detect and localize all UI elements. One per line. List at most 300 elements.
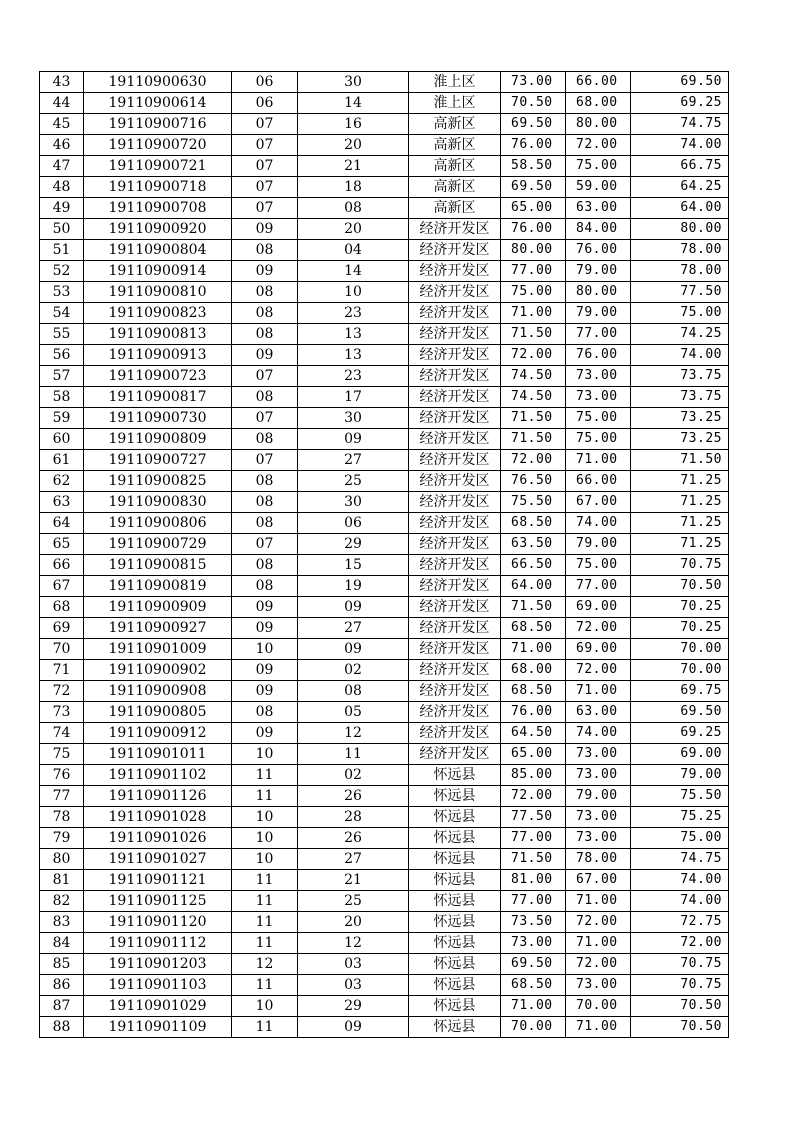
score-1-cell: 65.00 — [501, 198, 566, 219]
score-2-cell: 76.00 — [566, 345, 631, 366]
district-cell: 经济开发区 — [409, 681, 501, 702]
district-cell: 经济开发区 — [409, 555, 501, 576]
score-1-cell: 77.00 — [501, 828, 566, 849]
score-2-cell: 71.00 — [566, 891, 631, 912]
score-1-cell: 66.50 — [501, 555, 566, 576]
total-score-cell: 70.75 — [631, 975, 729, 996]
exam-id-cell: 19110900819 — [84, 576, 232, 597]
row-number-cell: 87 — [40, 996, 84, 1017]
score-1-cell: 73.50 — [501, 912, 566, 933]
total-score-cell: 74.75 — [631, 114, 729, 135]
district-cell: 经济开发区 — [409, 471, 501, 492]
seat-number-cell: 02 — [298, 765, 409, 786]
room-number-cell: 07 — [232, 114, 298, 135]
total-score-cell: 74.75 — [631, 849, 729, 870]
total-score-cell: 73.25 — [631, 408, 729, 429]
room-number-cell: 07 — [232, 366, 298, 387]
score-2-cell: 72.00 — [566, 954, 631, 975]
total-score-cell: 69.75 — [631, 681, 729, 702]
district-cell: 怀远县 — [409, 828, 501, 849]
total-score-cell: 74.00 — [631, 870, 729, 891]
exam-id-cell: 19110901026 — [84, 828, 232, 849]
seat-number-cell: 15 — [298, 555, 409, 576]
exam-id-cell: 19110901121 — [84, 870, 232, 891]
exam-id-cell: 19110900927 — [84, 618, 232, 639]
table-row — [40, 387, 729, 408]
score-1-cell: 72.00 — [501, 450, 566, 471]
row-number-cell: 59 — [40, 408, 84, 429]
score-2-cell: 68.00 — [566, 93, 631, 114]
score-2-cell: 75.00 — [566, 429, 631, 450]
score-1-cell: 71.00 — [501, 639, 566, 660]
total-score-cell: 69.00 — [631, 744, 729, 765]
row-number-cell: 47 — [40, 156, 84, 177]
score-1-cell: 85.00 — [501, 765, 566, 786]
exam-id-cell: 19110900805 — [84, 702, 232, 723]
seat-number-cell: 04 — [298, 240, 409, 261]
total-score-cell: 71.50 — [631, 450, 729, 471]
seat-number-cell: 30 — [298, 72, 409, 93]
seat-number-cell: 27 — [298, 618, 409, 639]
table-row — [40, 156, 729, 177]
room-number-cell: 08 — [232, 282, 298, 303]
district-cell: 怀远县 — [409, 912, 501, 933]
district-cell: 经济开发区 — [409, 744, 501, 765]
exam-id-cell: 19110901120 — [84, 912, 232, 933]
room-number-cell: 08 — [232, 513, 298, 534]
room-number-cell: 11 — [232, 765, 298, 786]
exam-id-cell: 19110900813 — [84, 324, 232, 345]
total-score-cell: 70.75 — [631, 954, 729, 975]
district-cell: 高新区 — [409, 156, 501, 177]
seat-number-cell: 20 — [298, 219, 409, 240]
seat-number-cell: 27 — [298, 849, 409, 870]
table-row — [40, 828, 729, 849]
room-number-cell: 11 — [232, 975, 298, 996]
district-cell: 经济开发区 — [409, 240, 501, 261]
seat-number-cell: 09 — [298, 1017, 409, 1038]
table-row — [40, 471, 729, 492]
table-body — [40, 72, 729, 1038]
table-row — [40, 702, 729, 723]
row-number-cell: 76 — [40, 765, 84, 786]
score-2-cell: 80.00 — [566, 282, 631, 303]
seat-number-cell: 14 — [298, 93, 409, 114]
table-row — [40, 870, 729, 891]
seat-number-cell: 17 — [298, 387, 409, 408]
exam-id-cell: 19110900718 — [84, 177, 232, 198]
table-row — [40, 1017, 729, 1038]
row-number-cell: 46 — [40, 135, 84, 156]
row-number-cell: 66 — [40, 555, 84, 576]
score-2-cell: 66.00 — [566, 471, 631, 492]
exam-id-cell: 19110900809 — [84, 429, 232, 450]
total-score-cell: 70.00 — [631, 639, 729, 660]
score-2-cell: 75.00 — [566, 408, 631, 429]
score-2-cell: 79.00 — [566, 534, 631, 555]
table-row — [40, 198, 729, 219]
score-2-cell: 67.00 — [566, 492, 631, 513]
district-cell: 经济开发区 — [409, 723, 501, 744]
total-score-cell: 72.00 — [631, 933, 729, 954]
score-1-cell: 58.50 — [501, 156, 566, 177]
district-cell: 经济开发区 — [409, 261, 501, 282]
room-number-cell: 08 — [232, 492, 298, 513]
room-number-cell: 10 — [232, 996, 298, 1017]
exam-id-cell: 19110900630 — [84, 72, 232, 93]
district-cell: 经济开发区 — [409, 639, 501, 660]
exam-id-cell: 19110901103 — [84, 975, 232, 996]
seat-number-cell: 25 — [298, 891, 409, 912]
exam-id-cell: 19110900909 — [84, 597, 232, 618]
total-score-cell: 74.25 — [631, 324, 729, 345]
row-number-cell: 48 — [40, 177, 84, 198]
score-1-cell: 73.00 — [501, 72, 566, 93]
score-1-cell: 71.50 — [501, 429, 566, 450]
district-cell: 高新区 — [409, 177, 501, 198]
room-number-cell: 09 — [232, 597, 298, 618]
exam-id-cell: 19110900913 — [84, 345, 232, 366]
score-1-cell: 77.00 — [501, 891, 566, 912]
score-1-cell: 74.50 — [501, 366, 566, 387]
seat-number-cell: 21 — [298, 870, 409, 891]
score-2-cell: 59.00 — [566, 177, 631, 198]
exam-id-cell: 19110900721 — [84, 156, 232, 177]
table-row — [40, 72, 729, 93]
seat-number-cell: 12 — [298, 723, 409, 744]
score-2-cell: 77.00 — [566, 324, 631, 345]
seat-number-cell: 08 — [298, 681, 409, 702]
score-1-cell: 71.50 — [501, 324, 566, 345]
district-cell: 经济开发区 — [409, 282, 501, 303]
score-2-cell: 71.00 — [566, 933, 631, 954]
exam-id-cell: 19110900804 — [84, 240, 232, 261]
exam-id-cell: 19110900810 — [84, 282, 232, 303]
score-1-cell: 76.00 — [501, 702, 566, 723]
total-score-cell: 70.50 — [631, 1017, 729, 1038]
room-number-cell: 10 — [232, 849, 298, 870]
table-row — [40, 786, 729, 807]
seat-number-cell: 02 — [298, 660, 409, 681]
room-number-cell: 12 — [232, 954, 298, 975]
score-2-cell: 73.00 — [566, 387, 631, 408]
room-number-cell: 07 — [232, 450, 298, 471]
seat-number-cell: 27 — [298, 450, 409, 471]
table-row — [40, 450, 729, 471]
total-score-cell: 70.50 — [631, 576, 729, 597]
table-row — [40, 996, 729, 1017]
row-number-cell: 80 — [40, 849, 84, 870]
district-cell: 经济开发区 — [409, 492, 501, 513]
row-number-cell: 57 — [40, 366, 84, 387]
score-1-cell: 69.50 — [501, 177, 566, 198]
exam-id-cell: 19110900815 — [84, 555, 232, 576]
total-score-cell: 77.50 — [631, 282, 729, 303]
room-number-cell: 08 — [232, 555, 298, 576]
seat-number-cell: 21 — [298, 156, 409, 177]
row-number-cell: 78 — [40, 807, 84, 828]
score-1-cell: 70.50 — [501, 93, 566, 114]
total-score-cell: 78.00 — [631, 261, 729, 282]
table-row — [40, 93, 729, 114]
exam-id-cell: 19110900912 — [84, 723, 232, 744]
score-2-cell: 66.00 — [566, 72, 631, 93]
room-number-cell: 07 — [232, 177, 298, 198]
seat-number-cell: 20 — [298, 912, 409, 933]
table-row — [40, 324, 729, 345]
total-score-cell: 66.75 — [631, 156, 729, 177]
table-row — [40, 744, 729, 765]
total-score-cell: 69.25 — [631, 723, 729, 744]
total-score-cell: 71.25 — [631, 471, 729, 492]
row-number-cell: 61 — [40, 450, 84, 471]
total-score-cell: 79.00 — [631, 765, 729, 786]
exam-id-cell: 19110900908 — [84, 681, 232, 702]
exam-id-cell: 19110901126 — [84, 786, 232, 807]
exam-id-cell: 19110900825 — [84, 471, 232, 492]
row-number-cell: 77 — [40, 786, 84, 807]
room-number-cell: 07 — [232, 156, 298, 177]
seat-number-cell: 28 — [298, 807, 409, 828]
exam-id-cell: 19110901028 — [84, 807, 232, 828]
score-2-cell: 67.00 — [566, 870, 631, 891]
score-2-cell: 63.00 — [566, 702, 631, 723]
row-number-cell: 58 — [40, 387, 84, 408]
table-row — [40, 807, 729, 828]
room-number-cell: 09 — [232, 261, 298, 282]
score-2-cell: 73.00 — [566, 366, 631, 387]
table-row — [40, 177, 729, 198]
seat-number-cell: 11 — [298, 744, 409, 765]
seat-number-cell: 03 — [298, 954, 409, 975]
exam-id-cell: 19110900823 — [84, 303, 232, 324]
score-1-cell: 63.50 — [501, 534, 566, 555]
score-2-cell: 79.00 — [566, 261, 631, 282]
exam-id-cell: 19110900708 — [84, 198, 232, 219]
score-2-cell: 78.00 — [566, 849, 631, 870]
exam-id-cell: 19110901009 — [84, 639, 232, 660]
score-1-cell: 76.00 — [501, 135, 566, 156]
room-number-cell: 09 — [232, 345, 298, 366]
room-number-cell: 11 — [232, 933, 298, 954]
total-score-cell: 74.00 — [631, 891, 729, 912]
row-number-cell: 64 — [40, 513, 84, 534]
table-row — [40, 639, 729, 660]
score-2-cell: 63.00 — [566, 198, 631, 219]
room-number-cell: 07 — [232, 135, 298, 156]
table-row — [40, 660, 729, 681]
seat-number-cell: 13 — [298, 324, 409, 345]
total-score-cell: 75.25 — [631, 807, 729, 828]
table-row — [40, 114, 729, 135]
row-number-cell: 51 — [40, 240, 84, 261]
district-cell: 经济开发区 — [409, 660, 501, 681]
score-1-cell: 69.50 — [501, 114, 566, 135]
district-cell: 怀远县 — [409, 807, 501, 828]
exam-id-cell: 19110901102 — [84, 765, 232, 786]
total-score-cell: 71.25 — [631, 534, 729, 555]
score-2-cell: 75.00 — [566, 156, 631, 177]
score-1-cell: 77.50 — [501, 807, 566, 828]
table-row — [40, 408, 729, 429]
district-cell: 经济开发区 — [409, 429, 501, 450]
exam-id-cell: 19110900817 — [84, 387, 232, 408]
score-2-cell: 69.00 — [566, 639, 631, 660]
score-1-cell: 71.00 — [501, 996, 566, 1017]
table-row — [40, 282, 729, 303]
total-score-cell: 69.25 — [631, 93, 729, 114]
score-2-cell: 73.00 — [566, 807, 631, 828]
row-number-cell: 71 — [40, 660, 84, 681]
room-number-cell: 08 — [232, 324, 298, 345]
score-1-cell: 70.00 — [501, 1017, 566, 1038]
row-number-cell: 43 — [40, 72, 84, 93]
score-1-cell: 65.00 — [501, 744, 566, 765]
score-2-cell: 72.00 — [566, 912, 631, 933]
row-number-cell: 85 — [40, 954, 84, 975]
district-cell: 怀远县 — [409, 933, 501, 954]
total-score-cell: 70.50 — [631, 996, 729, 1017]
total-score-cell: 75.00 — [631, 303, 729, 324]
district-cell: 怀远县 — [409, 891, 501, 912]
score-2-cell: 72.00 — [566, 135, 631, 156]
row-number-cell: 56 — [40, 345, 84, 366]
table-row — [40, 765, 729, 786]
row-number-cell: 79 — [40, 828, 84, 849]
seat-number-cell: 30 — [298, 408, 409, 429]
district-cell: 经济开发区 — [409, 219, 501, 240]
table-row — [40, 345, 729, 366]
score-1-cell: 69.50 — [501, 954, 566, 975]
district-cell: 怀远县 — [409, 870, 501, 891]
room-number-cell: 07 — [232, 198, 298, 219]
seat-number-cell: 19 — [298, 576, 409, 597]
seat-number-cell: 29 — [298, 534, 409, 555]
total-score-cell: 75.50 — [631, 786, 729, 807]
row-number-cell: 83 — [40, 912, 84, 933]
seat-number-cell: 13 — [298, 345, 409, 366]
total-score-cell: 73.25 — [631, 429, 729, 450]
exam-id-cell: 19110901029 — [84, 996, 232, 1017]
seat-number-cell: 08 — [298, 198, 409, 219]
row-number-cell: 54 — [40, 303, 84, 324]
district-cell: 经济开发区 — [409, 618, 501, 639]
exam-id-cell: 19110900830 — [84, 492, 232, 513]
district-cell: 怀远县 — [409, 1017, 501, 1038]
table-row — [40, 849, 729, 870]
district-cell: 经济开发区 — [409, 408, 501, 429]
seat-number-cell: 09 — [298, 429, 409, 450]
score-2-cell: 74.00 — [566, 513, 631, 534]
district-cell: 经济开发区 — [409, 702, 501, 723]
score-2-cell: 80.00 — [566, 114, 631, 135]
score-1-cell: 77.00 — [501, 261, 566, 282]
district-cell: 怀远县 — [409, 996, 501, 1017]
row-number-cell: 69 — [40, 618, 84, 639]
district-cell: 高新区 — [409, 198, 501, 219]
district-cell: 淮上区 — [409, 93, 501, 114]
seat-number-cell: 12 — [298, 933, 409, 954]
seat-number-cell: 26 — [298, 786, 409, 807]
table-row — [40, 240, 729, 261]
table-row — [40, 513, 729, 534]
total-score-cell: 64.00 — [631, 198, 729, 219]
total-score-cell: 74.00 — [631, 345, 729, 366]
total-score-cell: 70.25 — [631, 618, 729, 639]
score-2-cell: 75.00 — [566, 555, 631, 576]
row-number-cell: 60 — [40, 429, 84, 450]
total-score-cell: 70.75 — [631, 555, 729, 576]
room-number-cell: 07 — [232, 534, 298, 555]
total-score-cell: 70.00 — [631, 660, 729, 681]
district-cell: 怀远县 — [409, 954, 501, 975]
total-score-cell: 73.75 — [631, 366, 729, 387]
exam-id-cell: 19110901203 — [84, 954, 232, 975]
row-number-cell: 81 — [40, 870, 84, 891]
table-row — [40, 534, 729, 555]
room-number-cell: 08 — [232, 429, 298, 450]
row-number-cell: 52 — [40, 261, 84, 282]
score-1-cell: 75.50 — [501, 492, 566, 513]
total-score-cell: 70.25 — [631, 597, 729, 618]
score-1-cell: 68.50 — [501, 975, 566, 996]
exam-id-cell: 19110901125 — [84, 891, 232, 912]
district-cell: 经济开发区 — [409, 324, 501, 345]
row-number-cell: 73 — [40, 702, 84, 723]
seat-number-cell: 18 — [298, 177, 409, 198]
row-number-cell: 50 — [40, 219, 84, 240]
room-number-cell: 09 — [232, 219, 298, 240]
table-row — [40, 555, 729, 576]
row-number-cell: 72 — [40, 681, 84, 702]
total-score-cell: 72.75 — [631, 912, 729, 933]
score-1-cell: 71.50 — [501, 849, 566, 870]
exam-id-cell: 19110901011 — [84, 744, 232, 765]
row-number-cell: 45 — [40, 114, 84, 135]
seat-number-cell: 20 — [298, 135, 409, 156]
score-1-cell: 71.00 — [501, 303, 566, 324]
score-2-cell: 71.00 — [566, 1017, 631, 1038]
exam-id-cell: 19110900729 — [84, 534, 232, 555]
room-number-cell: 07 — [232, 408, 298, 429]
table-row — [40, 954, 729, 975]
exam-id-cell: 19110900914 — [84, 261, 232, 282]
exam-id-cell: 19110901027 — [84, 849, 232, 870]
score-1-cell: 80.00 — [501, 240, 566, 261]
room-number-cell: 08 — [232, 240, 298, 261]
row-number-cell: 68 — [40, 597, 84, 618]
score-1-cell: 64.50 — [501, 723, 566, 744]
room-number-cell: 08 — [232, 387, 298, 408]
table-row — [40, 261, 729, 282]
score-1-cell: 71.50 — [501, 597, 566, 618]
seat-number-cell: 03 — [298, 975, 409, 996]
seat-number-cell: 09 — [298, 597, 409, 618]
district-cell: 经济开发区 — [409, 513, 501, 534]
table-row — [40, 891, 729, 912]
room-number-cell: 10 — [232, 807, 298, 828]
table-row — [40, 912, 729, 933]
score-2-cell: 70.00 — [566, 996, 631, 1017]
table-row — [40, 366, 729, 387]
score-2-cell: 72.00 — [566, 660, 631, 681]
exam-id-cell: 19110900727 — [84, 450, 232, 471]
room-number-cell: 09 — [232, 681, 298, 702]
score-1-cell: 68.00 — [501, 660, 566, 681]
row-number-cell: 62 — [40, 471, 84, 492]
exam-id-cell: 19110900920 — [84, 219, 232, 240]
room-number-cell: 09 — [232, 660, 298, 681]
